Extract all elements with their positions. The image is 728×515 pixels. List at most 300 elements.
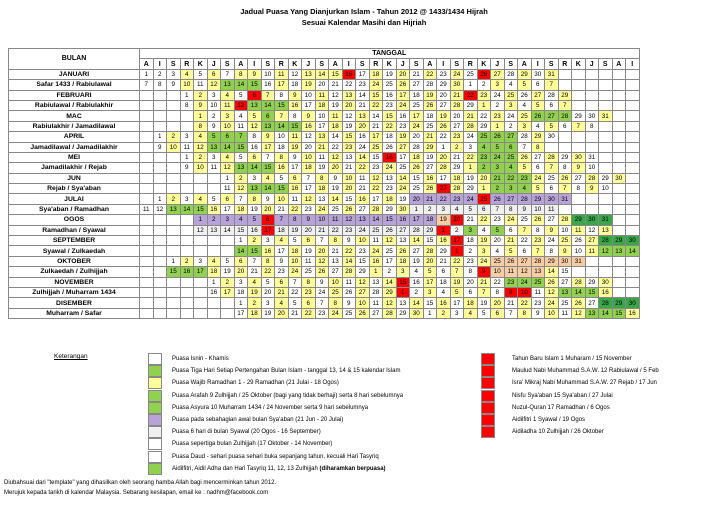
day-cell: 2 <box>450 142 464 152</box>
day-cell: 14 <box>410 236 424 246</box>
month-label: Zulkaedah / Zulhijjah <box>9 267 140 277</box>
day-cell: 18 <box>383 132 397 142</box>
day-cell: 10 <box>315 111 329 121</box>
day-cell: 8 <box>275 90 289 100</box>
day-cell: 20 <box>423 256 437 266</box>
month-label: OKTOBER <box>9 256 140 266</box>
day-cell: 12 <box>234 100 248 110</box>
empty-cell <box>194 246 208 256</box>
day-cell: 8 <box>315 173 329 183</box>
empty-cell <box>140 121 154 131</box>
day-cell: 12 <box>194 225 208 235</box>
day-cell: 17 <box>396 152 410 162</box>
day-cell: 16 <box>356 132 370 142</box>
table-row <box>9 90 640 100</box>
day-cell: 20 <box>464 277 478 287</box>
day-cell: 7 <box>261 152 275 162</box>
day-cell: 7 <box>140 80 154 90</box>
day-cell: 6 <box>437 267 451 277</box>
day-cell: 19 <box>396 194 410 204</box>
empty-cell <box>626 215 640 225</box>
day-cell: 24 <box>531 173 545 183</box>
day-cell: 25 <box>369 225 383 235</box>
day-cell: 28 <box>450 184 464 194</box>
day-cell: 24 <box>464 132 478 142</box>
day-cell: 10 <box>302 90 316 100</box>
day-cell: 14 <box>180 204 194 214</box>
day-cell: 23 <box>450 132 464 142</box>
day-cell: 24 <box>369 246 383 256</box>
day-cell: 17 <box>302 100 316 110</box>
day-cell: 19 <box>477 298 491 308</box>
day-cell: 4 <box>261 173 275 183</box>
day-cell: 16 <box>207 204 221 214</box>
weekday-header: I <box>437 59 451 69</box>
day-cell: 4 <box>437 287 451 297</box>
footer-note-1: Diubahsuai dari "template" yang dihasilkan oleh seorang hamba Allah bagi mencerminkan tahun 2012. <box>4 480 277 486</box>
day-cell: 24 <box>315 287 329 297</box>
day-cell: 4 <box>531 121 545 131</box>
day-cell: 14 <box>410 298 424 308</box>
empty-cell <box>572 100 586 110</box>
day-cell: 12 <box>234 184 248 194</box>
day-cell: 26 <box>477 69 491 79</box>
empty-cell <box>626 69 640 79</box>
day-cell: 24 <box>518 277 532 287</box>
day-cell: 28 <box>599 236 613 246</box>
day-cell: 25 <box>383 246 397 256</box>
empty-cell <box>626 173 640 183</box>
day-cell: 1 <box>464 80 478 90</box>
day-cell: 2 <box>248 236 262 246</box>
day-cell: 26 <box>396 80 410 90</box>
day-cell: 4 <box>207 256 221 266</box>
day-cell: 26 <box>437 121 451 131</box>
day-cell: 9 <box>315 277 329 287</box>
day-cell: 26 <box>491 194 505 204</box>
day-cell: 12 <box>329 152 343 162</box>
day-cell: 18 <box>288 246 302 256</box>
day-cell: 20 <box>261 287 275 297</box>
day-cell: 11 <box>288 194 302 204</box>
day-cell: 6 <box>504 225 518 235</box>
day-cell: 16 <box>369 256 383 266</box>
day-cell: 21 <box>491 173 505 183</box>
day-cell: 22 <box>288 204 302 214</box>
day-cell: 17 <box>234 308 248 318</box>
day-cell: 13 <box>167 204 181 214</box>
day-cell: 4 <box>477 225 491 235</box>
day-cell: 25 <box>558 236 572 246</box>
day-cell: 13 <box>329 256 343 266</box>
day-cell: 9 <box>585 184 599 194</box>
day-cell: 29 <box>572 215 586 225</box>
day-cell: 1 <box>153 194 167 204</box>
empty-cell <box>585 204 599 214</box>
day-cell: 28 <box>599 298 613 308</box>
day-cell: 11 <box>315 90 329 100</box>
empty-cell <box>221 236 235 246</box>
day-cell: 26 <box>558 173 572 183</box>
day-cell: 6 <box>491 308 505 318</box>
day-cell: 7 <box>288 277 302 287</box>
day-cell: 3 <box>207 90 221 100</box>
day-cell: 24 <box>396 184 410 194</box>
day-cell: 8 <box>261 256 275 266</box>
empty-cell <box>180 246 194 256</box>
day-cell: 13 <box>302 69 316 79</box>
day-cell: 30 <box>599 277 613 287</box>
empty-cell <box>140 132 154 142</box>
day-cell: 23 <box>383 184 397 194</box>
empty-cell <box>599 100 613 110</box>
day-cell: 19 <box>248 287 262 297</box>
empty-cell <box>612 100 626 110</box>
day-cell: 16 <box>261 80 275 90</box>
day-cell: 16 <box>288 100 302 110</box>
day-cell: 18 <box>383 194 397 204</box>
weekday-header: A <box>234 59 248 69</box>
day-cell: 22 <box>369 184 383 194</box>
day-cell: 16 <box>410 277 424 287</box>
day-cell: 1 <box>450 246 464 256</box>
day-cell: 26 <box>518 90 532 100</box>
legend-swatch-right <box>481 426 495 438</box>
day-cell: 7 <box>545 80 559 90</box>
day-cell: 3 <box>194 256 208 266</box>
day-cell: 13 <box>356 111 370 121</box>
day-cell: 23 <box>356 80 370 90</box>
day-cell: 11 <box>369 236 383 246</box>
day-cell: 24 <box>396 100 410 110</box>
day-cell: 31 <box>599 111 613 121</box>
table-row <box>9 142 640 152</box>
day-cell: 24 <box>504 215 518 225</box>
day-cell: 18 <box>234 204 248 214</box>
day-cell: 1 <box>153 132 167 142</box>
day-cell: 21 <box>275 204 289 214</box>
day-cell: 20 <box>315 80 329 90</box>
day-cell: 16 <box>261 246 275 256</box>
day-cell: 5 <box>234 90 248 100</box>
day-cell: 30 <box>558 256 572 266</box>
day-cell: 21 <box>410 69 424 79</box>
weekday-header: K <box>194 59 208 69</box>
day-cell: 28 <box>383 308 397 318</box>
empty-cell <box>153 246 167 256</box>
day-cell: 16 <box>248 142 262 152</box>
empty-cell <box>140 256 154 266</box>
day-cell: 15 <box>585 287 599 297</box>
day-cell: 30 <box>410 308 424 318</box>
weekday-header: J <box>585 59 599 69</box>
day-cell: 5 <box>450 287 464 297</box>
day-cell: 15 <box>248 80 262 90</box>
weekday-header: R <box>464 59 478 69</box>
day-cell: 29 <box>383 204 397 214</box>
month-label: Rabiulakhir / Jamadilawal <box>9 121 140 131</box>
day-cell: 6 <box>464 287 478 297</box>
empty-cell <box>599 80 613 90</box>
day-cell: 23 <box>477 90 491 100</box>
header-tanggal: TANGGAL <box>140 49 640 59</box>
day-cell: 8 <box>329 236 343 246</box>
day-cell: 5 <box>275 173 289 183</box>
day-cell: 3 <box>167 69 181 79</box>
day-cell: 19 <box>437 111 451 121</box>
day-cell: 15 <box>369 152 383 162</box>
day-cell: 2 <box>477 80 491 90</box>
empty-cell <box>599 90 613 100</box>
day-cell: 11 <box>221 100 235 110</box>
table-row <box>9 204 640 214</box>
day-cell: 6 <box>207 69 221 79</box>
day-cell: 17 <box>437 173 451 183</box>
calendar-table <box>8 48 640 319</box>
day-cell: 28 <box>545 90 559 100</box>
day-cell: 27 <box>356 287 370 297</box>
empty-cell <box>153 287 167 297</box>
empty-cell <box>558 69 572 79</box>
day-cell: 25 <box>342 308 356 318</box>
day-cell: 7 <box>302 173 316 183</box>
day-cell: 5 <box>504 246 518 256</box>
weekday-header: K <box>383 59 397 69</box>
day-cell: 25 <box>531 277 545 287</box>
day-cell: 29 <box>531 194 545 204</box>
day-cell: 14 <box>248 163 262 173</box>
legend-text-right: Aidilfitri 1 Syawal / 19 Ogos <box>512 417 586 423</box>
day-cell: 16 <box>396 111 410 121</box>
day-cell: 16 <box>396 215 410 225</box>
empty-cell <box>626 80 640 90</box>
day-cell: 8 <box>302 277 316 287</box>
day-cell: 27 <box>410 246 424 256</box>
day-cell: 4 <box>234 111 248 121</box>
empty-cell <box>167 287 181 297</box>
day-cell: 11 <box>234 121 248 131</box>
day-cell: 16 <box>248 225 262 235</box>
day-cell: 29 <box>464 100 478 110</box>
empty-cell <box>585 256 599 266</box>
day-cell: 5 <box>261 277 275 287</box>
day-cell: 27 <box>518 256 532 266</box>
empty-cell <box>153 152 167 162</box>
day-cell: 7 <box>248 256 262 266</box>
weekday-header: I <box>153 59 167 69</box>
day-cell: 28 <box>369 204 383 214</box>
day-cell: 9 <box>288 152 302 162</box>
day-cell: 13 <box>396 236 410 246</box>
day-cell: 10 <box>531 204 545 214</box>
legend-swatch <box>148 365 162 377</box>
day-cell: 22 <box>329 142 343 152</box>
day-cell: 25 <box>518 111 532 121</box>
day-cell: 14 <box>369 111 383 121</box>
day-cell: 9 <box>261 194 275 204</box>
day-cell: 12 <box>221 163 235 173</box>
day-cell: 3 <box>491 80 505 90</box>
month-label: Ramadhan / Syawal <box>9 225 140 235</box>
day-cell: 12 <box>153 204 167 214</box>
day-cell: 9 <box>275 256 289 266</box>
day-cell: 18 <box>275 142 289 152</box>
empty-cell <box>585 69 599 79</box>
day-cell: 18 <box>464 236 478 246</box>
day-cell: 12 <box>572 308 586 318</box>
day-cell: 28 <box>531 256 545 266</box>
day-cell: 27 <box>545 215 559 225</box>
day-cell: 24 <box>464 194 478 204</box>
day-cell: 13 <box>558 287 572 297</box>
day-cell: 8 <box>531 225 545 235</box>
day-cell: 6 <box>275 277 289 287</box>
month-label: Muharram / Safar <box>9 308 140 318</box>
day-cell: 27 <box>396 142 410 152</box>
empty-cell <box>545 142 559 152</box>
day-cell: 20 <box>342 100 356 110</box>
legend-text: Aidilfitri, Aidil Adha dan Hari Tasyriq 11, 12, 13 Zulhijjah (diharamkan berpuasa) <box>172 465 386 472</box>
empty-cell <box>599 267 613 277</box>
day-cell: 2 <box>383 267 397 277</box>
empty-cell <box>572 267 586 277</box>
day-cell: 9 <box>207 121 221 131</box>
day-cell: 29 <box>477 121 491 131</box>
table-row <box>9 152 640 162</box>
day-cell: 22 <box>329 225 343 235</box>
day-cell: 22 <box>423 69 437 79</box>
day-cell: 27 <box>369 308 383 318</box>
empty-cell <box>140 236 154 246</box>
day-cell: 14 <box>626 246 640 256</box>
day-cell: 7 <box>261 90 275 100</box>
day-cell: 22 <box>383 121 397 131</box>
day-cell: 9 <box>518 204 532 214</box>
day-cell: 1 <box>180 90 194 100</box>
empty-cell <box>153 163 167 173</box>
weekday-header: J <box>396 59 410 69</box>
day-cell: 7 <box>558 100 572 110</box>
empty-cell <box>153 90 167 100</box>
day-cell: 3 <box>504 100 518 110</box>
day-cell: 21 <box>342 163 356 173</box>
day-cell: 21 <box>315 225 329 235</box>
day-cell: 29 <box>423 142 437 152</box>
day-cell: 9 <box>248 69 262 79</box>
day-cell: 27 <box>572 173 586 183</box>
day-cell: 5 <box>491 142 505 152</box>
day-cell: 21 <box>423 194 437 204</box>
day-cell: 5 <box>545 121 559 131</box>
day-cell: 17 <box>450 236 464 246</box>
empty-cell <box>612 152 626 162</box>
weekday-header: K <box>477 59 491 69</box>
month-label: Zulhijjah / Muharram 1434 <box>9 287 140 297</box>
day-cell: 8 <box>180 100 194 110</box>
day-cell: 2 <box>410 287 424 297</box>
day-cell: 7 <box>315 298 329 308</box>
day-cell: 14 <box>356 90 370 100</box>
day-cell: 5 <box>518 80 532 90</box>
day-cell: 9 <box>477 267 491 277</box>
day-cell: 23 <box>383 100 397 110</box>
day-cell: 7 <box>518 142 532 152</box>
empty-cell <box>153 173 167 183</box>
day-cell: 16 <box>275 163 289 173</box>
empty-cell <box>558 132 572 142</box>
day-cell: 28 <box>437 163 451 173</box>
day-cell: 27 <box>356 204 370 214</box>
day-cell: 11 <box>315 152 329 162</box>
day-cell: 20 <box>437 152 451 162</box>
month-label: Syawal / Zulkaedah <box>9 246 140 256</box>
day-cell: 5 <box>491 225 505 235</box>
empty-cell <box>180 236 194 246</box>
day-cell: 14 <box>234 80 248 90</box>
day-cell: 26 <box>504 256 518 266</box>
day-cell: 18 <box>207 267 221 277</box>
day-cell: 8 <box>194 121 208 131</box>
day-cell: 3 <box>423 287 437 297</box>
day-cell: 8 <box>288 111 302 121</box>
day-cell: 15 <box>423 298 437 308</box>
day-cell: 24 <box>288 267 302 277</box>
day-cell: 20 <box>356 121 370 131</box>
day-cell: 20 <box>302 142 316 152</box>
table-row <box>9 256 640 266</box>
day-cell: 16 <box>207 287 221 297</box>
day-cell: 28 <box>369 287 383 297</box>
day-cell: 18 <box>369 69 383 79</box>
day-cell: 26 <box>518 152 532 162</box>
day-cell: 1 <box>140 69 154 79</box>
legend-swatch-right <box>481 377 495 389</box>
month-label: Rejab / Sya'aban <box>9 184 140 194</box>
day-cell: 1 <box>396 287 410 297</box>
day-cell: 24 <box>450 69 464 79</box>
day-cell: 10 <box>491 267 505 277</box>
day-cell: 14 <box>329 194 343 204</box>
day-cell: 20 <box>410 194 424 204</box>
day-cell: 31 <box>558 194 572 204</box>
day-cell: 23 <box>275 267 289 277</box>
empty-cell <box>599 204 613 214</box>
day-cell: 29 <box>612 236 626 246</box>
day-cell: 9 <box>504 287 518 297</box>
day-cell: 13 <box>207 142 221 152</box>
legend-text-right: Tahun Baru Islam 1 Muharam / 15 November <box>512 356 632 362</box>
day-cell: 22 <box>450 256 464 266</box>
month-label: Sya'aban / Ramadhan <box>9 204 140 214</box>
day-cell: 26 <box>396 246 410 256</box>
month-label: OGOS <box>9 215 140 225</box>
day-cell: 5 <box>221 256 235 266</box>
day-cell: 18 <box>410 152 424 162</box>
day-cell: 10 <box>275 132 289 142</box>
empty-cell <box>140 287 154 297</box>
weekday-header: R <box>180 59 194 69</box>
day-cell: 20 <box>234 267 248 277</box>
day-cell: 7 <box>504 308 518 318</box>
day-cell: 19 <box>329 184 343 194</box>
legend-swatch-right <box>481 365 495 377</box>
day-cell: 12 <box>248 121 262 131</box>
day-cell: 12 <box>383 298 397 308</box>
month-label: Jamadilakhir / Rejab <box>9 163 140 173</box>
day-cell: 6 <box>477 204 491 214</box>
empty-cell <box>180 215 194 225</box>
day-cell: 8 <box>518 308 532 318</box>
